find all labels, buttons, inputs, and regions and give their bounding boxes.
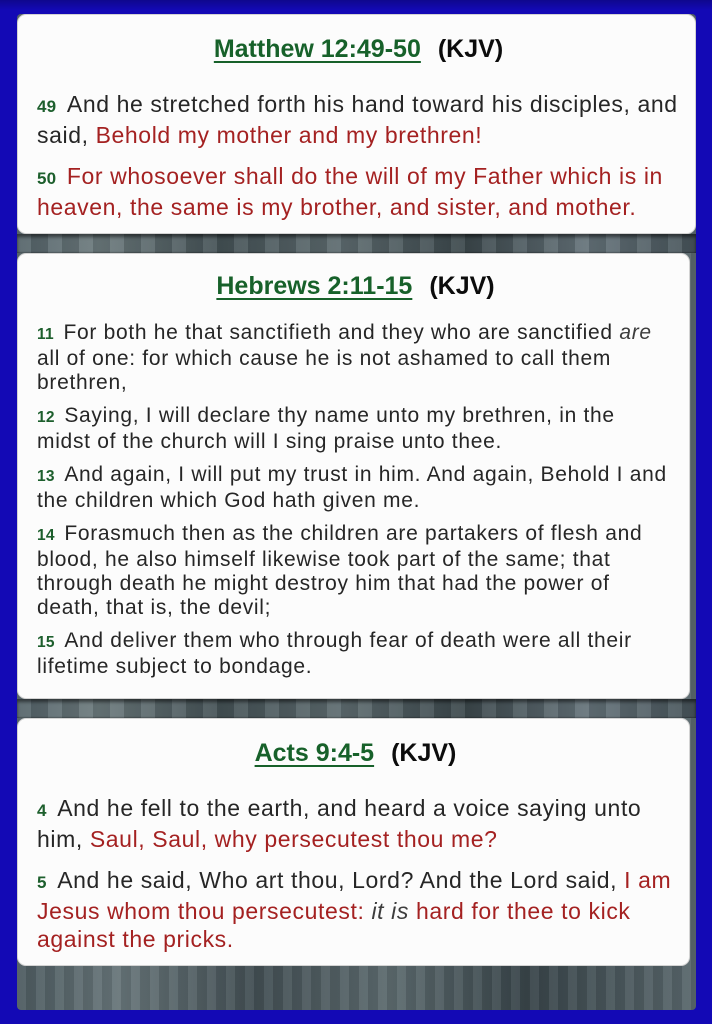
verse xyxy=(37,866,674,953)
scripture-card xyxy=(17,253,690,699)
passage-heading xyxy=(37,739,674,768)
verse-number: 14 xyxy=(37,527,55,544)
scripture-card xyxy=(17,718,690,966)
passage-reference: Acts 9:4-5 xyxy=(254,739,375,767)
verse-text-segment: I am Jesus whom thou persecutest: xyxy=(37,867,672,924)
verse-text-segment: all of one: for which cause he is not ashamed to call them brethren, xyxy=(37,347,612,394)
verse-text-segment: Saying, I will declare thy name unto my brethren, in the midst of the church will I sing praise unto thee. xyxy=(37,404,615,453)
verse-text-segment: And he said, Who art thou, Lord? And the Lord said, xyxy=(57,867,625,893)
verse xyxy=(37,321,674,395)
verse-text-segment: And he stretched forth his hand toward his disciples, and said, xyxy=(37,91,678,148)
verse-number: 5 xyxy=(37,873,47,892)
verse xyxy=(37,90,680,149)
verse-text-segment: For both he that sanctifieth and they who are sanctified xyxy=(63,321,620,344)
verse-text-segment: Behold my mother and my brethren! xyxy=(95,122,483,148)
translation-label: (KJV) xyxy=(437,35,504,63)
verse-text-segment: Forasmuch then as the children are partakers of flesh and blood, he also himself likewise took part of the same; that through death he might destroy him that had the power of death, that is, the devil; xyxy=(37,522,643,619)
verse-number: 15 xyxy=(37,634,55,651)
verse-text-segment: And again, I will put my trust in him. And again, Behold I and the children which God hath given me. xyxy=(37,463,667,512)
verse-number: 4 xyxy=(37,801,47,820)
passage-heading xyxy=(37,35,680,64)
passage-reference: Matthew 12:49-50 xyxy=(213,35,421,63)
verse xyxy=(37,629,674,679)
verse-number: 49 xyxy=(37,97,57,116)
verse-text-segment: For whosoever shall do the will of my Father which is in heaven, the same is my brother, and sister, and mother. xyxy=(37,163,663,220)
verse-text-segment: And deliver them who through fear of death were all their lifetime subject to bondage. xyxy=(37,629,632,678)
verse-text-segment: And he fell to the earth, and heard a voice saying unto him, xyxy=(37,795,642,852)
verse-number: 13 xyxy=(37,468,55,485)
section-divider xyxy=(17,234,696,253)
content xyxy=(17,14,696,1010)
verse-number: 11 xyxy=(37,326,54,343)
verse-text-segment: are xyxy=(619,321,652,344)
passage-heading xyxy=(37,272,674,301)
section-divider xyxy=(17,699,696,718)
verse xyxy=(37,794,674,853)
verse-number: 50 xyxy=(37,169,57,188)
verse xyxy=(37,162,680,221)
verse-text-segment: Saul, Saul, why persecutest thou me? xyxy=(89,826,498,852)
verse xyxy=(37,522,674,620)
verse xyxy=(37,404,674,454)
translation-label: (KJV) xyxy=(391,739,457,767)
verse-text-segment: it is xyxy=(371,898,409,924)
verse xyxy=(37,463,674,513)
passage-reference: Hebrews 2:11-15 xyxy=(216,272,413,300)
scripture-card xyxy=(17,14,696,234)
verse-text-segment: hard for thee to kick against the pricks. xyxy=(37,898,631,952)
translation-label: (KJV) xyxy=(429,272,495,300)
verse-number: 12 xyxy=(37,409,55,426)
